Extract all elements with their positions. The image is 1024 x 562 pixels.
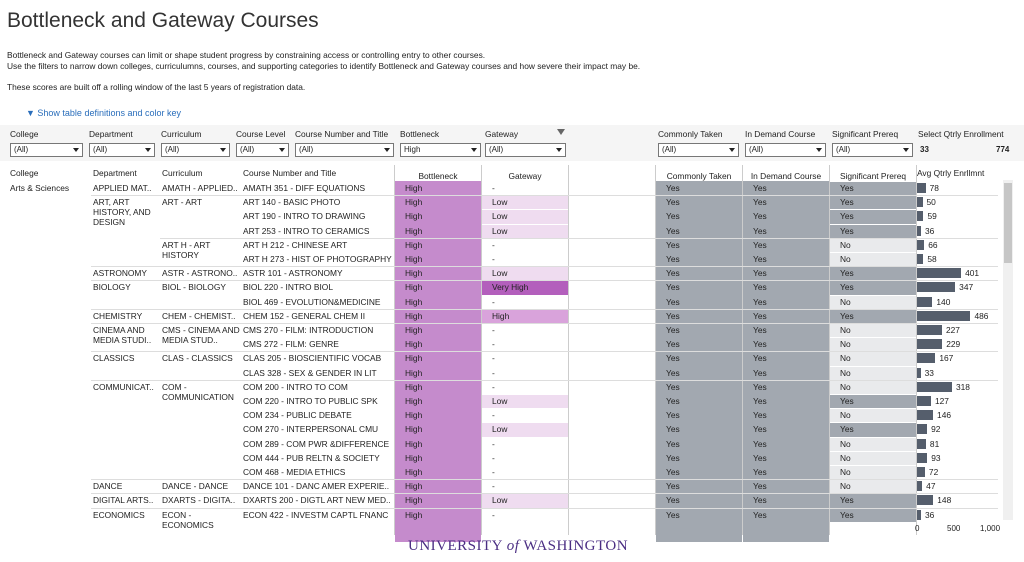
enrollment-min[interactable]: 33 bbox=[920, 145, 929, 154]
enrollment-label: 93 bbox=[931, 452, 941, 463]
description bbox=[7, 50, 640, 72]
commonly-cell: Yes bbox=[666, 509, 680, 520]
course-cell[interactable]: COM 200 - INTRO TO COM bbox=[243, 381, 348, 392]
enrollment-label: 127 bbox=[934, 396, 949, 406]
commonly-cell: Yes bbox=[666, 353, 680, 364]
gateway-cell: Low bbox=[492, 211, 508, 222]
filter-label-significant-prereq: Significant Prereq bbox=[832, 129, 899, 139]
gateway-cell: - bbox=[492, 239, 495, 250]
uw-logo bbox=[408, 538, 628, 555]
curriculum-cell: CHEM - CHEMIST.. bbox=[162, 310, 236, 321]
department-cell: ASTRONOMY bbox=[93, 268, 147, 279]
enrollment-bar bbox=[917, 282, 955, 292]
course-cell[interactable]: COM 270 - INTERPERSONAL CMU bbox=[243, 424, 379, 435]
bottleneck-cell: High bbox=[405, 367, 423, 378]
filter-value: (All) bbox=[299, 145, 314, 154]
chevron-down-icon bbox=[471, 148, 477, 152]
enrollment-bar bbox=[917, 510, 921, 520]
commonly-cell: Yes bbox=[666, 452, 680, 463]
commonly-cell: Yes bbox=[666, 325, 680, 335]
department-cell: DANCE bbox=[93, 481, 123, 492]
department-cell: DIGITAL ARTS.. bbox=[93, 495, 154, 506]
commonly-cell: Yes bbox=[666, 239, 680, 250]
filter-value: High bbox=[404, 145, 421, 154]
gateway-cell: - bbox=[492, 467, 495, 477]
filter-label-curriculum: Curriculum bbox=[161, 129, 202, 139]
header-in-demand: In Demand Course bbox=[750, 171, 822, 181]
bottleneck-cell: High bbox=[405, 424, 423, 435]
chevron-down-icon bbox=[729, 148, 735, 152]
filter-select-commonly-taken[interactable] bbox=[658, 143, 739, 157]
scrollbar-thumb[interactable] bbox=[1004, 183, 1012, 263]
enrollment-label: 167 bbox=[939, 353, 954, 364]
department-cell: COMMUNICAT.. bbox=[93, 381, 154, 392]
filter-value: (All) bbox=[489, 145, 504, 154]
bottleneck-cell: High bbox=[405, 296, 423, 307]
demand-cell: Yes bbox=[753, 225, 767, 236]
chevron-down-icon bbox=[816, 148, 822, 152]
department-cell: ECONOMICS bbox=[93, 509, 145, 520]
filter-value: (All) bbox=[165, 145, 180, 154]
axis-tick-label: 0 bbox=[915, 524, 920, 533]
course-cell[interactable]: ART 140 - BASIC PHOTO bbox=[243, 197, 341, 208]
enrollment-bar bbox=[917, 339, 942, 349]
enrollment-bar bbox=[917, 254, 923, 264]
course-cell[interactable]: BIOL 469 - EVOLUTION&MEDICINE bbox=[243, 296, 381, 307]
prereq-cell: Yes bbox=[840, 211, 854, 222]
header-avg-enrollment: Avg Qtrly Enrllmnt bbox=[917, 168, 985, 178]
demand-cell: Yes bbox=[753, 452, 767, 463]
department-cell: CHEMISTRY bbox=[93, 310, 143, 321]
gateway-cell: - bbox=[492, 381, 495, 392]
enrollment-bar bbox=[917, 268, 961, 278]
commonly-cell: Yes bbox=[666, 268, 680, 279]
enrollment-label: 47 bbox=[926, 481, 936, 492]
enrollment-label: 229 bbox=[946, 339, 961, 350]
filter-select-course-level[interactable] bbox=[236, 143, 289, 157]
curriculum-cell: CMS - CINEMA AND MEDIA STUD.. bbox=[162, 325, 240, 345]
header-commonly-taken: Commonly Taken bbox=[666, 171, 732, 181]
header-department: Department bbox=[93, 168, 137, 178]
enrollment-bar bbox=[917, 467, 925, 477]
description-line-2: Use the filters to narrow down colleges, curriculumns, courses, and supporting categories to identify Bottleneck and Gateway courses and how severe their impact may be. bbox=[7, 61, 641, 71]
prereq-cell: No bbox=[840, 353, 851, 364]
filter-funnel-icon[interactable] bbox=[557, 129, 565, 135]
curriculum-cell: CLAS - CLASSICS bbox=[162, 353, 233, 364]
filter-label-commonly-taken: Commonly Taken bbox=[658, 129, 723, 139]
prereq-cell: Yes bbox=[840, 225, 854, 236]
chevron-down-icon bbox=[145, 148, 151, 152]
course-cell[interactable]: CMS 272 - FILM: GENRE bbox=[243, 339, 339, 350]
course-cell[interactable]: COM 289 - COM PWR &DIFFERENCE bbox=[243, 438, 390, 449]
enrollment-bar bbox=[917, 311, 970, 321]
demand-cell: Yes bbox=[753, 211, 767, 222]
enrollment-bar bbox=[917, 197, 923, 207]
course-cell[interactable]: COM 220 - INTRO TO PUBLIC SPK bbox=[243, 396, 378, 406]
group-divider bbox=[160, 309, 998, 310]
demand-cell: Yes bbox=[753, 310, 767, 321]
group-divider bbox=[160, 380, 998, 381]
course-cell[interactable]: ART 190 - INTRO TO DRAWING bbox=[243, 211, 366, 222]
prereq-cell: Yes bbox=[840, 396, 854, 406]
gateway-cell: High bbox=[492, 310, 510, 321]
page-title: Bottleneck and Gateway Courses bbox=[7, 9, 319, 32]
gateway-cell: - bbox=[492, 339, 495, 350]
curriculum-cell: BIOL - BIOLOGY bbox=[162, 282, 226, 293]
gateway-cell: - bbox=[492, 452, 495, 463]
commonly-cell: Yes bbox=[666, 396, 680, 406]
department-cell: APPLIED MAT.. bbox=[93, 183, 152, 193]
filter-select-curriculum[interactable] bbox=[161, 143, 230, 157]
filter-label-department: Department bbox=[89, 129, 133, 139]
curriculum-cell: ECON - ECONOMICS bbox=[162, 509, 214, 530]
enrollment-label: 148 bbox=[937, 495, 952, 506]
bottleneck-cell: High bbox=[405, 353, 423, 364]
prereq-cell: Yes bbox=[840, 509, 854, 520]
header-course: Course Number and Title bbox=[243, 168, 337, 178]
curriculum-cell: AMATH - APPLIED.. bbox=[162, 183, 238, 193]
demand-cell: Yes bbox=[753, 410, 767, 421]
commonly-cell: Yes bbox=[666, 183, 680, 193]
chevron-down-icon bbox=[73, 148, 79, 152]
course-cell[interactable]: DXARTS 200 - DIGTL ART NEW MED.. bbox=[243, 495, 391, 506]
group-divider bbox=[160, 323, 998, 324]
chevron-down-icon bbox=[556, 148, 562, 152]
bottleneck-cell: High bbox=[405, 254, 423, 264]
commonly-cell: Yes bbox=[666, 282, 680, 293]
filter-value: (All) bbox=[240, 145, 255, 154]
chevron-down-icon bbox=[903, 148, 909, 152]
filter-label-course-level: Course Level bbox=[236, 129, 286, 139]
group-divider bbox=[160, 195, 998, 196]
bottleneck-cell: High bbox=[405, 509, 423, 520]
prereq-cell: No bbox=[840, 339, 851, 350]
prereq-cell: Yes bbox=[840, 183, 854, 193]
filter-select-college[interactable] bbox=[10, 143, 83, 157]
enrollment-label: 36 bbox=[924, 225, 935, 236]
commonly-cell: Yes bbox=[666, 197, 680, 208]
college-cell: Arts & Sciences bbox=[10, 183, 70, 193]
course-cell[interactable]: COM 444 - PUB RELTN & SOCIETY bbox=[243, 452, 380, 463]
demand-cell: Yes bbox=[753, 268, 767, 279]
gateway-cell: Low bbox=[492, 424, 508, 435]
course-cell[interactable]: CHEM 152 - GENERAL CHEM II bbox=[243, 310, 366, 321]
enrollment-label: 81 bbox=[929, 438, 940, 449]
course-cell[interactable]: COM 468 - MEDIA ETHICS bbox=[243, 467, 346, 477]
commonly-cell: Yes bbox=[666, 438, 680, 449]
bottleneck-cell: High bbox=[405, 310, 423, 321]
department-cell: ART, ART HISTORY, AND DESIGN bbox=[93, 197, 151, 228]
curriculum-cell: ASTR - ASTRONO.. bbox=[162, 268, 238, 279]
commonly-cell: Yes bbox=[666, 254, 680, 264]
enrollment-bar bbox=[917, 424, 927, 434]
enrollment-label: 36 bbox=[924, 509, 935, 520]
bottleneck-cell: High bbox=[405, 239, 423, 250]
prereq-cell: Yes bbox=[840, 282, 854, 293]
enrollment-bar bbox=[917, 439, 926, 449]
enrollment-label: 50 bbox=[926, 197, 936, 208]
commonly-cell: Yes bbox=[666, 495, 680, 506]
prereq-cell: No bbox=[840, 467, 851, 477]
gateway-cell: Low bbox=[492, 225, 508, 236]
filter-label-bottleneck: Bottleneck bbox=[400, 129, 440, 139]
demand-cell: Yes bbox=[753, 509, 767, 520]
description-line-1: Bottleneck and Gateway courses can limit or shape student progress by constraining access or controlling entry to other courses. bbox=[7, 50, 486, 60]
filter-value: (All) bbox=[662, 145, 677, 154]
group-divider bbox=[160, 238, 998, 239]
prereq-cell: Yes bbox=[840, 310, 854, 321]
demand-cell: Yes bbox=[753, 353, 767, 364]
bottleneck-cell: High bbox=[405, 325, 423, 335]
curriculum-cell: DANCE - DANCE bbox=[162, 481, 229, 492]
filter-value: (All) bbox=[749, 145, 764, 154]
filter-value: (All) bbox=[14, 145, 29, 154]
group-divider bbox=[160, 508, 998, 509]
demand-cell: Yes bbox=[753, 367, 767, 378]
bottleneck-cell: High bbox=[405, 197, 423, 208]
gateway-cell: - bbox=[492, 296, 495, 307]
prereq-cell: No bbox=[840, 239, 851, 250]
filter-value: (All) bbox=[93, 145, 108, 154]
course-cell[interactable]: CLAS 205 - BIOSCIENTIFIC VOCAB bbox=[243, 353, 382, 364]
header-college: College bbox=[10, 168, 39, 178]
demand-cell: Yes bbox=[753, 339, 767, 350]
commonly-cell: Yes bbox=[666, 410, 680, 421]
gateway-cell: - bbox=[492, 509, 495, 520]
filter-label-course-number-and-title: Course Number and Title bbox=[295, 129, 389, 139]
chevron-down-icon bbox=[220, 148, 226, 152]
logo-word-washington: WASHINGTON bbox=[523, 538, 629, 554]
gateway-cell: - bbox=[492, 367, 495, 378]
bottleneck-cell: High bbox=[405, 339, 423, 350]
commonly-cell: Yes bbox=[666, 296, 680, 307]
commonly-cell: Yes bbox=[666, 211, 680, 222]
enrollment-bar bbox=[917, 481, 922, 491]
logo-word-of: of bbox=[506, 538, 520, 554]
filter-select-gateway[interactable] bbox=[485, 143, 566, 157]
course-cell[interactable]: COM 234 - PUBLIC DEBATE bbox=[243, 410, 352, 421]
demand-cell: Yes bbox=[753, 197, 767, 208]
enrollment-bar bbox=[917, 226, 921, 236]
course-cell[interactable]: AMATH 351 - DIFF EQUATIONS bbox=[243, 183, 366, 193]
demand-cell: Yes bbox=[753, 381, 767, 392]
enrollment-bar bbox=[917, 240, 924, 250]
bottleneck-cell: High bbox=[405, 495, 423, 506]
prereq-cell: No bbox=[840, 296, 851, 307]
enrollment-bar bbox=[917, 297, 932, 307]
enrollment-label: 92 bbox=[931, 424, 941, 435]
filter-select-bottleneck[interactable] bbox=[400, 143, 481, 157]
prereq-cell: No bbox=[840, 325, 851, 335]
bottleneck-cell: High bbox=[405, 211, 423, 222]
enrollment-label: 58 bbox=[927, 254, 937, 264]
prereq-cell: Yes bbox=[840, 495, 854, 506]
enrollment-bar bbox=[917, 353, 935, 363]
header-bottleneck: Bottleneck bbox=[418, 171, 458, 181]
prereq-cell: No bbox=[840, 438, 851, 449]
enrollment-label: 401 bbox=[965, 268, 980, 279]
rolling-window-note: These scores are built off a rolling window of the last 5 years of registration data. bbox=[7, 82, 306, 92]
filter-value: (All) bbox=[836, 145, 851, 154]
bottleneck-cell: High bbox=[405, 282, 423, 293]
group-divider bbox=[160, 266, 998, 267]
curriculum-cell: ART - ART bbox=[162, 197, 203, 208]
commonly-cell: Yes bbox=[666, 381, 680, 392]
axis-tick-label: 1,000 bbox=[980, 524, 1001, 533]
prereq-cell: Yes bbox=[840, 424, 854, 435]
commonly-cell: Yes bbox=[666, 424, 680, 435]
logo-word-university: UNIVERSITY bbox=[408, 538, 503, 554]
filter-select-significant-prereq[interactable] bbox=[832, 143, 913, 157]
enrollment-bar bbox=[917, 183, 926, 193]
prereq-cell: No bbox=[840, 367, 851, 378]
group-divider bbox=[160, 493, 998, 494]
bottleneck-cell: High bbox=[405, 410, 423, 421]
course-cell[interactable]: BIOL 220 - INTRO BIOL bbox=[243, 282, 333, 293]
curriculum-cell: DXARTS - DIGITA.. bbox=[162, 495, 236, 506]
bottleneck-cell: High bbox=[405, 225, 423, 236]
header-gateway: Gateway bbox=[508, 171, 542, 181]
bottleneck-cell: High bbox=[405, 396, 423, 406]
commonly-cell: Yes bbox=[666, 481, 680, 492]
enrollment-bar bbox=[917, 453, 927, 463]
enrollment-label: 78 bbox=[929, 183, 939, 193]
enrollment-label: 347 bbox=[959, 282, 974, 293]
enrollment-label: 140 bbox=[936, 296, 951, 307]
course-cell[interactable]: ART H 273 - HIST OF PHOTOGRAPHY bbox=[243, 254, 392, 264]
header-curriculum: Curriculum bbox=[162, 168, 203, 178]
group-divider bbox=[160, 280, 998, 281]
department-cell: BIOLOGY bbox=[93, 282, 131, 293]
enrollment-bar bbox=[917, 368, 921, 378]
demand-cell: Yes bbox=[753, 396, 767, 406]
enrollment-label: 72 bbox=[928, 467, 939, 477]
commonly-cell: Yes bbox=[666, 339, 680, 350]
bottleneck-cell: High bbox=[405, 381, 423, 392]
enrollment-label: 318 bbox=[955, 381, 970, 392]
bottleneck-cell: High bbox=[405, 438, 423, 449]
demand-cell: Yes bbox=[753, 183, 767, 193]
prereq-cell: No bbox=[840, 410, 851, 421]
bottleneck-cell: High bbox=[405, 481, 423, 492]
enrollment-bar bbox=[917, 410, 933, 420]
bottleneck-cell: High bbox=[405, 452, 423, 463]
commonly-cell: Yes bbox=[666, 225, 680, 236]
gateway-cell: Very High bbox=[492, 282, 529, 293]
gateway-cell: Low bbox=[492, 495, 508, 506]
curriculum-cell: ART H - ART HISTORY bbox=[162, 239, 211, 260]
demand-cell: Yes bbox=[753, 254, 767, 264]
gateway-cell: Low bbox=[492, 396, 508, 406]
demand-cell: Yes bbox=[753, 481, 767, 492]
enrollment-label: 227 bbox=[945, 325, 960, 335]
gateway-cell: - bbox=[492, 438, 495, 449]
course-cell[interactable]: ECON 422 - INVESTM CAPTL FNANC bbox=[243, 509, 389, 520]
gateway-cell: - bbox=[492, 481, 495, 492]
commonly-cell: Yes bbox=[666, 310, 680, 321]
prereq-cell: No bbox=[840, 254, 851, 264]
enrollment-label: 33 bbox=[924, 367, 934, 378]
filter-select-course-number-and-title[interactable] bbox=[295, 143, 394, 157]
bottleneck-cell: High bbox=[405, 467, 423, 477]
curriculum-cell: COM - COMMUNICATION bbox=[162, 381, 234, 402]
gateway-cell: Low bbox=[492, 268, 508, 279]
demand-cell: Yes bbox=[753, 424, 767, 435]
demand-cell: Yes bbox=[753, 467, 767, 477]
enrollment-bar bbox=[917, 211, 923, 221]
prereq-cell: No bbox=[840, 381, 851, 392]
chevron-down-icon bbox=[384, 148, 390, 152]
course-cell[interactable]: ART H 212 - CHINESE ART bbox=[243, 239, 348, 250]
enrollment-label: 146 bbox=[937, 410, 952, 421]
enrollment-filter-label: Select Qtrly Enrollment bbox=[918, 129, 1004, 139]
header-significant-prereq: Significant Prereq bbox=[839, 171, 907, 181]
course-cell[interactable]: CLAS 328 - SEX & GENDER IN LIT bbox=[243, 367, 377, 378]
demand-cell: Yes bbox=[753, 495, 767, 506]
department-cell: CLASSICS bbox=[93, 353, 135, 364]
course-cell[interactable]: ART 253 - INTRO TO CERAMICS bbox=[243, 225, 370, 236]
filter-label-in-demand-course: In Demand Course bbox=[745, 129, 816, 139]
demand-cell: Yes bbox=[753, 325, 767, 335]
enrollment-label: 486 bbox=[974, 310, 989, 321]
gateway-cell: - bbox=[492, 325, 495, 335]
department-cell: CINEMA AND MEDIA STUDI.. bbox=[93, 325, 152, 345]
filter-select-department[interactable] bbox=[89, 143, 155, 157]
demand-cell: Yes bbox=[753, 239, 767, 250]
prereq-cell: Yes bbox=[840, 197, 854, 208]
group-divider bbox=[160, 351, 998, 352]
commonly-cell: Yes bbox=[666, 467, 680, 477]
enrollment-bar bbox=[917, 495, 933, 505]
filter-label-college: College bbox=[10, 129, 39, 139]
bottleneck-cell: High bbox=[405, 268, 423, 279]
chevron-down-icon bbox=[279, 148, 285, 152]
axis-tick-label: 500 bbox=[947, 524, 961, 533]
course-cell[interactable]: DANCE 101 - DANC AMER EXPERIE.. bbox=[243, 481, 390, 492]
enrollment-bar bbox=[917, 325, 942, 335]
gateway-cell: - bbox=[492, 254, 495, 264]
group-divider bbox=[160, 479, 998, 480]
filter-select-in-demand-course[interactable] bbox=[745, 143, 826, 157]
gateway-cell: - bbox=[492, 353, 495, 364]
bottleneck-cell: High bbox=[405, 183, 423, 193]
prereq-cell: No bbox=[840, 452, 851, 463]
commonly-cell: Yes bbox=[666, 367, 680, 378]
enrollment-bar bbox=[917, 382, 952, 392]
gateway-cell: Low bbox=[492, 197, 508, 208]
enrollment-label: 66 bbox=[928, 239, 938, 250]
demand-cell: Yes bbox=[753, 296, 767, 307]
show-definitions-link[interactable]: ▼ Show table definitions and color key bbox=[26, 108, 181, 118]
enrollment-bar bbox=[917, 396, 931, 406]
enrollment-max[interactable]: 774 bbox=[996, 145, 1010, 154]
demand-cell: Yes bbox=[753, 282, 767, 293]
enrollment-label: 59 bbox=[927, 211, 937, 222]
prereq-cell: Yes bbox=[840, 268, 854, 279]
course-cell[interactable]: CMS 270 - FILM: INTRODUCTION bbox=[243, 325, 374, 335]
gateway-cell: - bbox=[492, 183, 495, 193]
filter-label-gateway: Gateway bbox=[485, 129, 519, 139]
demand-cell: Yes bbox=[753, 438, 767, 449]
course-cell[interactable]: ASTR 101 - ASTRONOMY bbox=[243, 268, 343, 279]
gateway-cell: - bbox=[492, 410, 495, 421]
prereq-cell: No bbox=[840, 481, 851, 492]
